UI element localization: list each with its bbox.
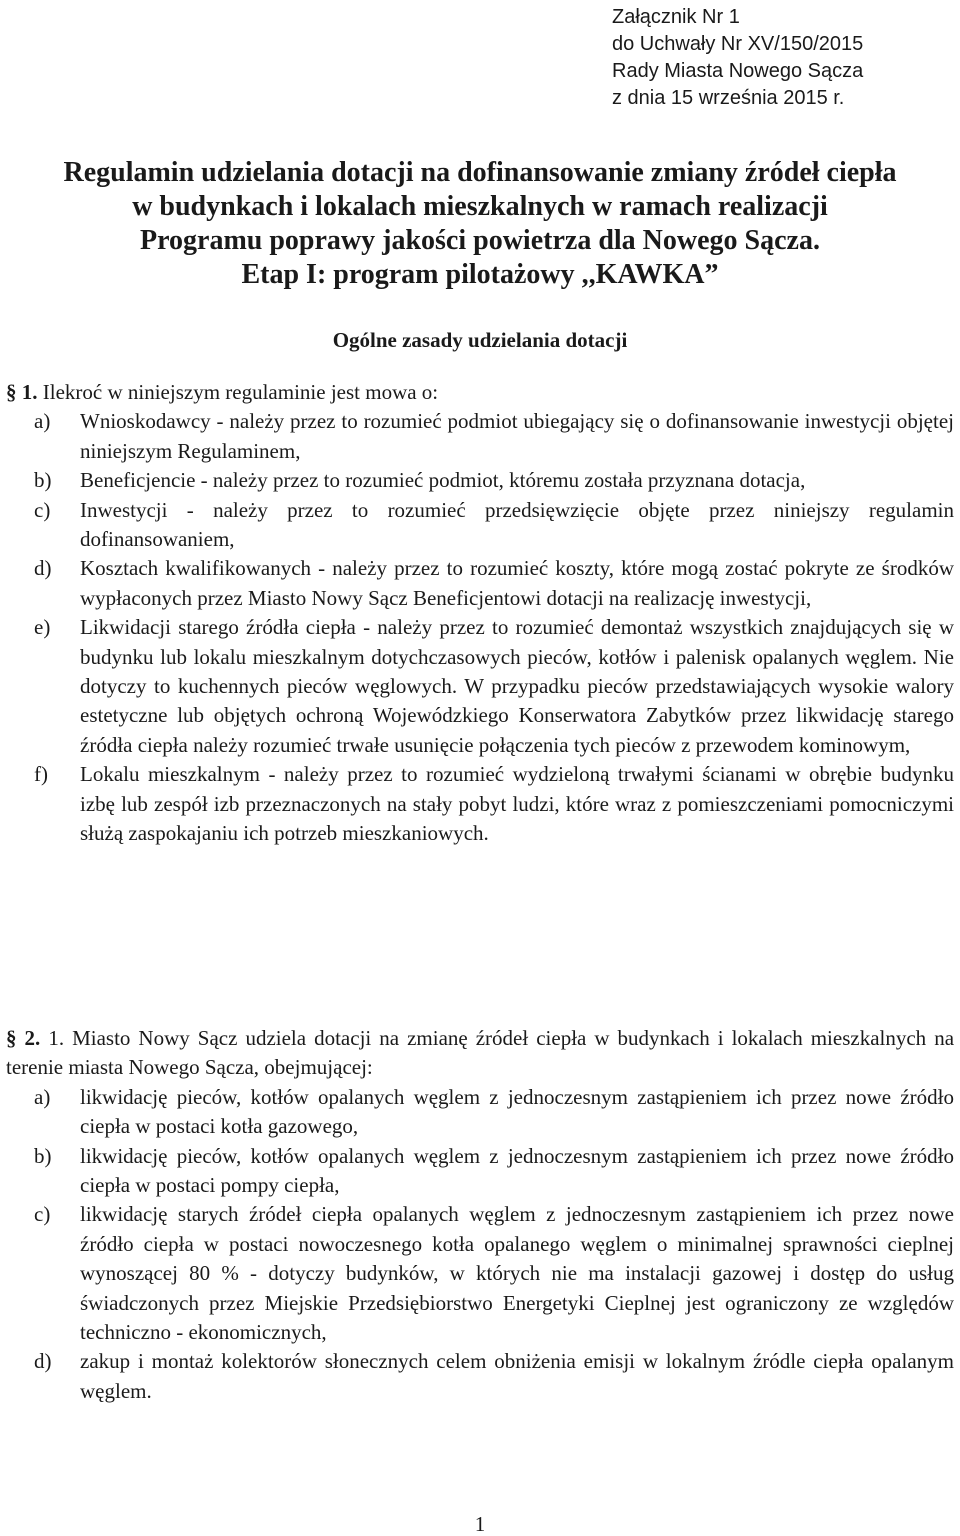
list-item bbox=[6, 1083, 954, 1142]
list-item-text: Kosztach kwalifikowanych - należy przez to rozumieć koszty, które mogą zostać pokryte ze środków wypłaconych przez Miasto Nowy Sącz Beneficjentowi dotacji na realizację inwestycji, bbox=[80, 556, 954, 610]
title-line-2: w budynkach i lokalach mieszkalnych w ramach realizacji bbox=[132, 191, 828, 222]
annex-line-2: do Uchwały Nr XV/150/2015 bbox=[612, 33, 864, 55]
list-item-text: Likwidacji starego źródła ciepła - należy przez to rozumieć demontaż wszystkich znajdujących się w budynku lub lokalu mieszkalnym dotychczasowych pieców, kotłów i palenisk opalanych węglem. Nie dotyczy to kuchennych pieców węglowych. W przypadku pieców przedstawiających wysokie walory estetyczne lub objętych ochroną Wojewódzkiego Konserwatora Zabytków przez likwidację starego źródła ciepła należy rozumieć trwałe usunięcie połączenia tych pieców z przewodem kominowym, bbox=[80, 615, 954, 757]
list-item bbox=[6, 1347, 954, 1406]
list-item-text: Inwestycji - należy przez to rozumieć przedsięwzięcie objęte przez niniejszy regulamin dofinansowaniem, bbox=[80, 497, 954, 552]
list-item bbox=[6, 760, 954, 848]
list-item-label: b) bbox=[34, 1143, 52, 1168]
list-item-label: d) bbox=[34, 1349, 52, 1374]
paragraph-2-intro-text: 1. Miasto Nowy Sącz udziela dotacji na zmianę źródeł ciepła w budynkach i lokalach mieszkalnych na terenie miasta Nowego Sącza, obejmującej: bbox=[6, 1026, 955, 1080]
paragraph-1 bbox=[6, 378, 954, 849]
list-item-label: c) bbox=[34, 497, 51, 522]
list-item bbox=[6, 407, 954, 466]
paragraph-2-intro bbox=[6, 1024, 954, 1083]
annex-line-3: Rady Miasta Nowego Sącza bbox=[612, 60, 864, 82]
list-item-text: Lokalu mieszkalnym - należy przez to rozumieć wydzieloną trwałymi ścianami w obrębie budynku izbę lub zespół izb przeznaczonych na stały pobyt ludzi, które wraz z pomieszczeniami pomocniczymi służą zaspokajaniu ich potrzeb mieszkaniowych. bbox=[80, 762, 954, 846]
paragraph-2 bbox=[6, 1024, 954, 1406]
annex-header bbox=[612, 4, 952, 112]
paragraph-1-intro-text: Ilekroć w niniejszym regulaminie jest mowa o: bbox=[42, 380, 439, 404]
paragraph-1-marker: § 1. bbox=[6, 380, 38, 404]
list-item-text: likwidację pieców, kotłów opalanych węglem z jednoczesnym zastąpieniem ich przez nowe źródło ciepła w postaci pompy ciepła, bbox=[80, 1143, 954, 1198]
section-heading: Ogólne zasady udzielania dotacji bbox=[332, 328, 628, 352]
paragraph-2-marker: § 2. bbox=[6, 1026, 41, 1050]
list-item-text: likwidację starych źródeł ciepła opalanych węglem z jednoczesnym zastąpieniem ich przez nowe źródło ciepła w postaci nowoczesnego kotła opalanego węglem o minimalnej sprawności cieplnej wynoszącej 80 % - dotyczy budynków, w których nie ma instalacji gazowej i dostęp do usług świadczonych przez Miejskie Przedsiębiorstwo Energetyki Cieplnej jest ograniczony ze względów techniczno - ekonomicznych, bbox=[80, 1202, 954, 1345]
list-item-label: b) bbox=[34, 468, 52, 493]
list-item-label: f) bbox=[34, 762, 48, 787]
list-item bbox=[6, 496, 954, 555]
list-item-label: e) bbox=[34, 615, 51, 640]
list-item bbox=[6, 1200, 954, 1347]
title-line-4: Etap I: program pilotażowy ,,KAWKA” bbox=[241, 259, 719, 290]
list-item-text: Wnioskodawcy - należy przez to rozumieć podmiot ubiegający się o dofinansowanie inwestycji objętej niniejszym Regulaminem, bbox=[80, 409, 954, 463]
list-item-text: zakup i montaż kolektorów słonecznych celem obniżenia emisji w lokalnym źródle ciepła opalanym węglem. bbox=[80, 1349, 954, 1403]
paragraph-1-intro bbox=[6, 378, 954, 407]
list-item-label: a) bbox=[34, 409, 51, 434]
title-line-3: Programu poprawy jakości powietrza dla Nowego Sącza. bbox=[140, 225, 820, 256]
list-item bbox=[6, 1142, 954, 1201]
list-item bbox=[6, 613, 954, 760]
list-item-label: d) bbox=[34, 556, 52, 581]
document-title bbox=[20, 156, 940, 292]
list-item-text: likwidację pieców, kotłów opalanych węglem z jednoczesnym zastąpieniem ich przez nowe źródło ciepła w postaci kotła gazowego, bbox=[80, 1084, 954, 1139]
list-item bbox=[6, 466, 954, 495]
annex-line-4: z dnia 15 września 2015 r. bbox=[612, 87, 845, 109]
list-item-label: c) bbox=[34, 1202, 51, 1227]
list-item bbox=[6, 554, 954, 613]
title-line-1: Regulamin udzielania dotacji na dofinansowanie zmiany źródeł ciepła bbox=[63, 157, 897, 188]
page-number: 1 bbox=[474, 1512, 486, 1536]
list-item-text: Beneficjencie - należy przez to rozumieć podmiot, któremu została przyznana dotacja, bbox=[80, 468, 806, 493]
annex-line-1: Załącznik Nr 1 bbox=[612, 6, 740, 28]
list-item-label: a) bbox=[34, 1084, 51, 1109]
